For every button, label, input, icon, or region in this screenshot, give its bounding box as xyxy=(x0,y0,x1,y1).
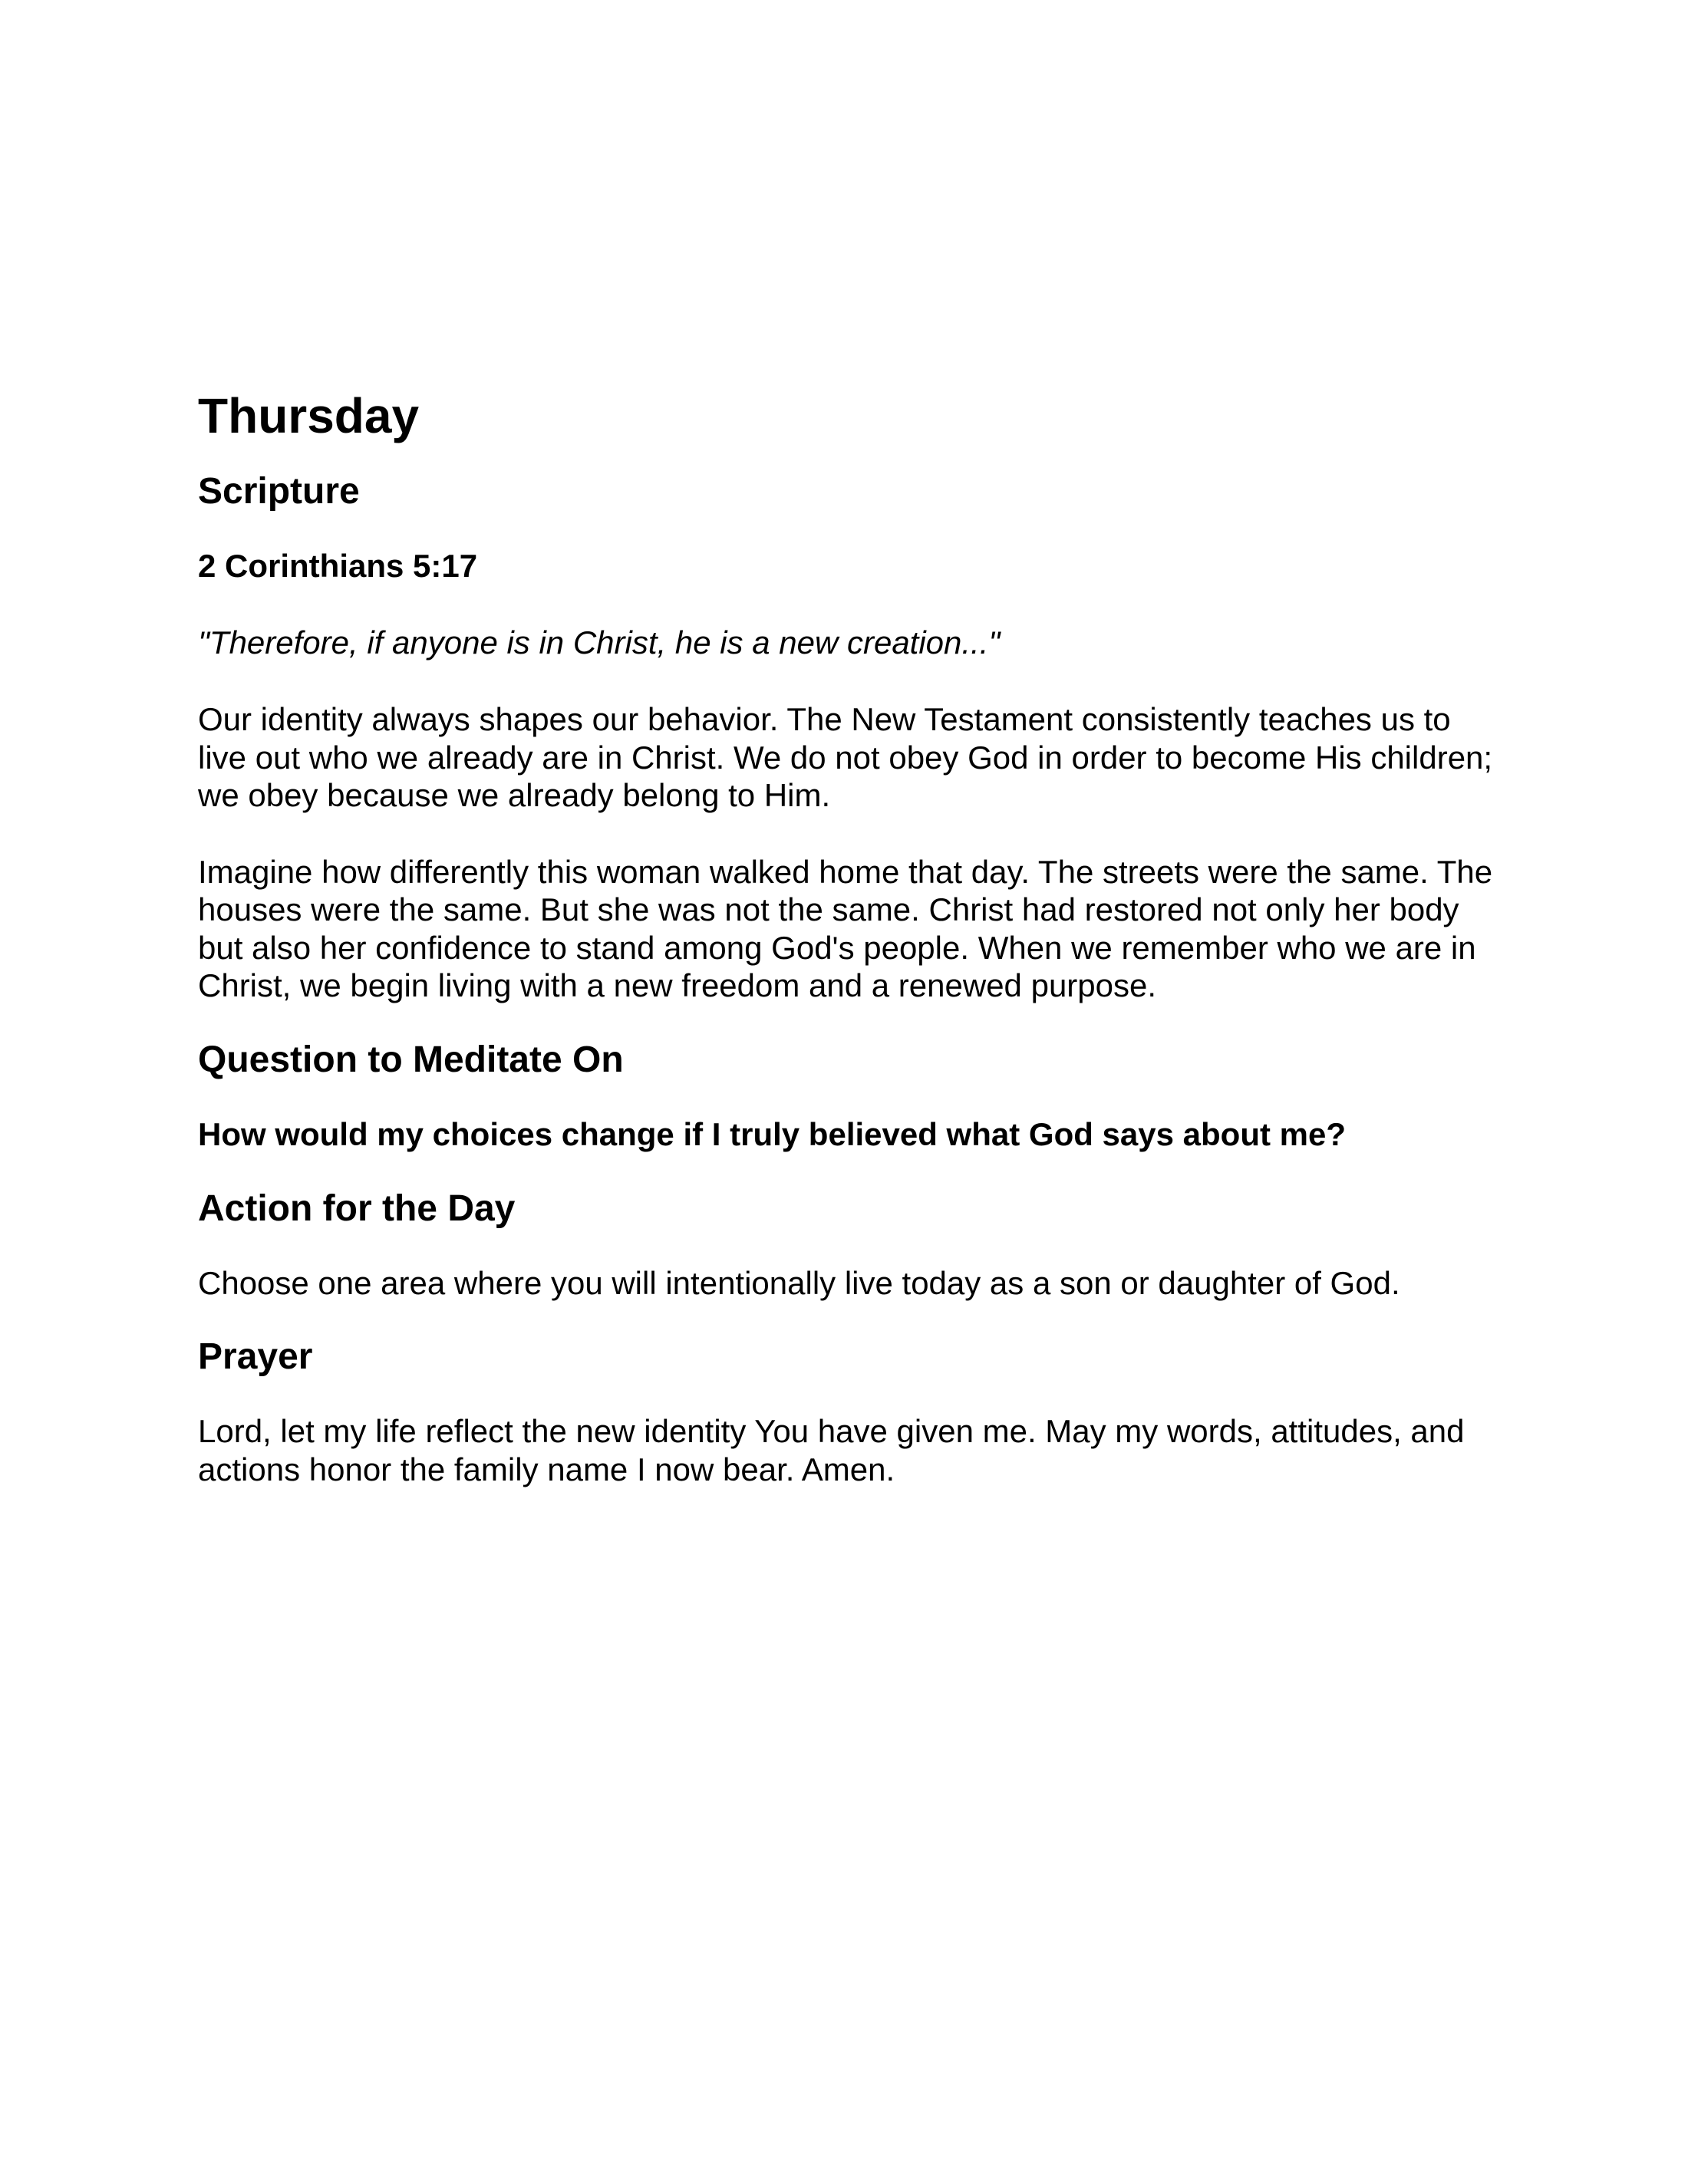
body-paragraph-identity: Our identity always shapes our behavior. The New Testament consistently teaches us to live out who we already are in Christ. We do not obey God in order to become His children; we obey because we already belong to Him. xyxy=(198,701,1493,813)
scripture-reference: 2 Corinthians 5:17 xyxy=(198,548,478,584)
action-heading: Action for the Day xyxy=(198,1188,516,1229)
page-title: Thursday xyxy=(198,388,420,443)
action-text: Choose one area where you will intentionally live today as a son or daughter of God. xyxy=(198,1264,1400,1301)
prayer-heading: Prayer xyxy=(198,1336,313,1377)
scripture-verse: "Therefore, if anyone is in Christ, he is a new creation..." xyxy=(198,624,1001,660)
devotional-page xyxy=(198,387,1495,1488)
meditation-heading: Question to Meditate On xyxy=(198,1039,624,1080)
scripture-heading: Scripture xyxy=(198,471,360,512)
body-paragraph-woman: Imagine how differently this woman walked home that day. The streets were the same. The houses were the same. But she was not the same. Christ had restored not only her body but also her confidence to stand among God's people. When we remember who we are in Christ, we begin living with a new freedom and a renewed purpose. xyxy=(198,853,1493,1003)
prayer-text: Lord, let my life reflect the new identity You have given me. May my words, attitudes, and actions honor the family name I now bear. Amen. xyxy=(198,1413,1465,1487)
meditation-question: How would my choices change if I truly believed what God says about me? xyxy=(198,1115,1346,1152)
